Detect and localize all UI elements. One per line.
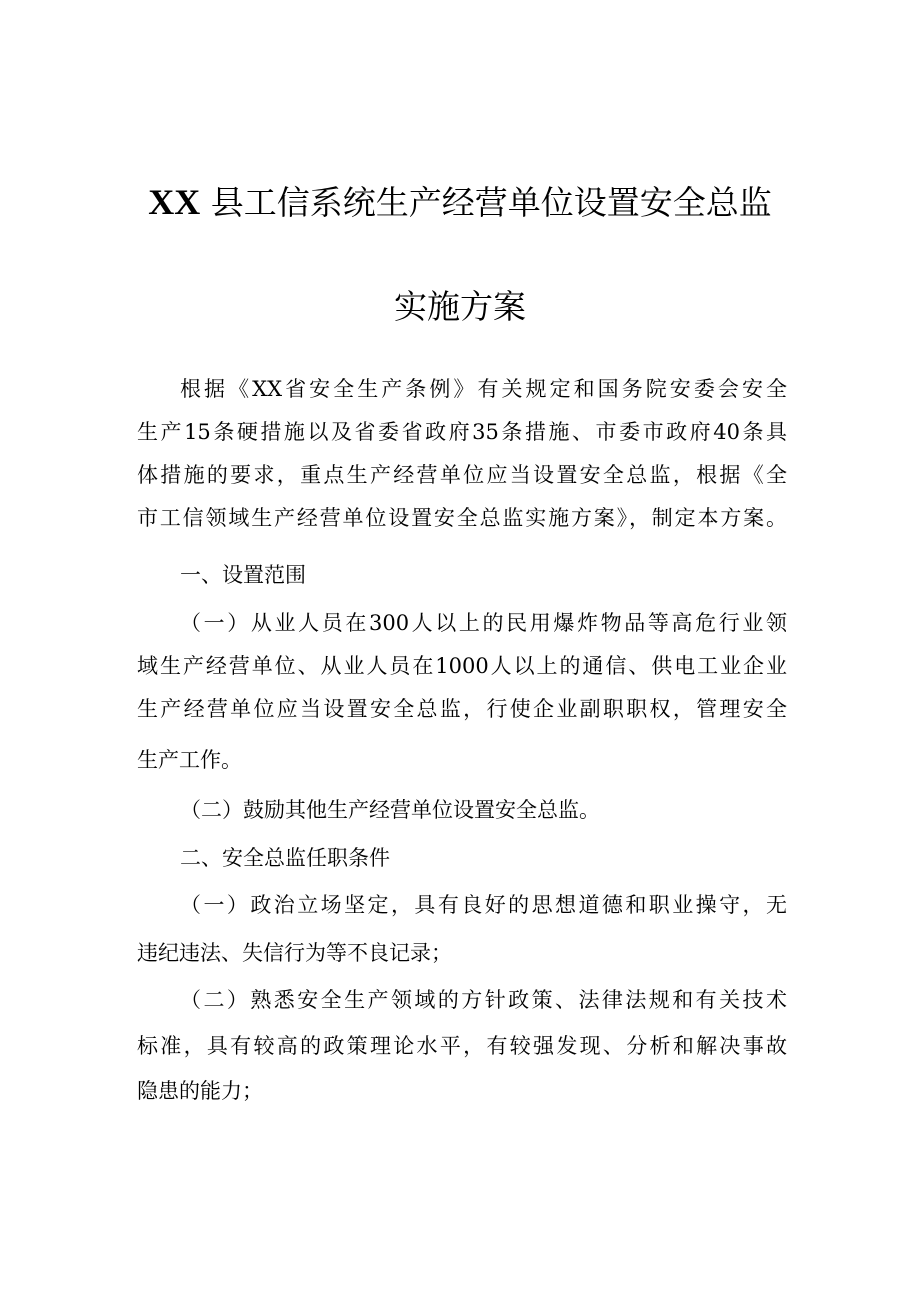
body-text-line: 生产经营单位应当设置安全总监，行使企业副职职权，管理安全 — [137, 697, 787, 721]
title-main-text: 县工信系统生产经营单位设置安全总监 — [200, 183, 772, 222]
body-text-line: （一）政治立场坚定，具有良好的思想道德和职业操守，无 — [180, 893, 787, 917]
body-text-line: 市工信领域生产经营单位设置安全总监实施方案》，制定本方案。 — [137, 506, 787, 530]
document-title-line-2: 实施方案 — [394, 287, 526, 326]
body-text-line: 隐患的能力； — [137, 1079, 263, 1103]
body-text-line: 体措施的要求，重点生产经营单位应当设置安全总监，根据《全 — [137, 463, 787, 487]
body-text-line: 根据《XX省安全生产条例》有关规定和国务院安委会安全 — [180, 377, 787, 401]
body-text-line: 域生产经营单位、从业人员在1000人以上的通信、供电工业企业 — [137, 654, 787, 678]
body-text-line: （一）从业人员在300人以上的民用爆炸物品等高危行业领 — [180, 611, 787, 635]
body-text-line: （二）鼓励其他生产经营单位设置安全总监。 — [180, 798, 600, 822]
body-text-line: 标准，具有较高的政策理论水平，有较强发现、分析和解决事故 — [137, 1034, 787, 1058]
document-title-line-1 — [0, 182, 920, 223]
body-text-line: 生产工作。 — [137, 748, 242, 772]
section-heading: 一、设置范围 — [180, 563, 306, 587]
body-text-line: 违纪违法、失信行为等不良记录； — [137, 941, 452, 965]
body-text-line: （二）熟悉安全生产领域的方针政策、法律法规和有关技术 — [180, 988, 787, 1012]
section-heading: 二、安全总监任职条件 — [180, 846, 390, 870]
title-county-placeholder: XX — [148, 182, 201, 222]
body-text-line: 生产15条硬措施以及省委省政府35条措施、市委市政府40条具 — [137, 420, 787, 444]
